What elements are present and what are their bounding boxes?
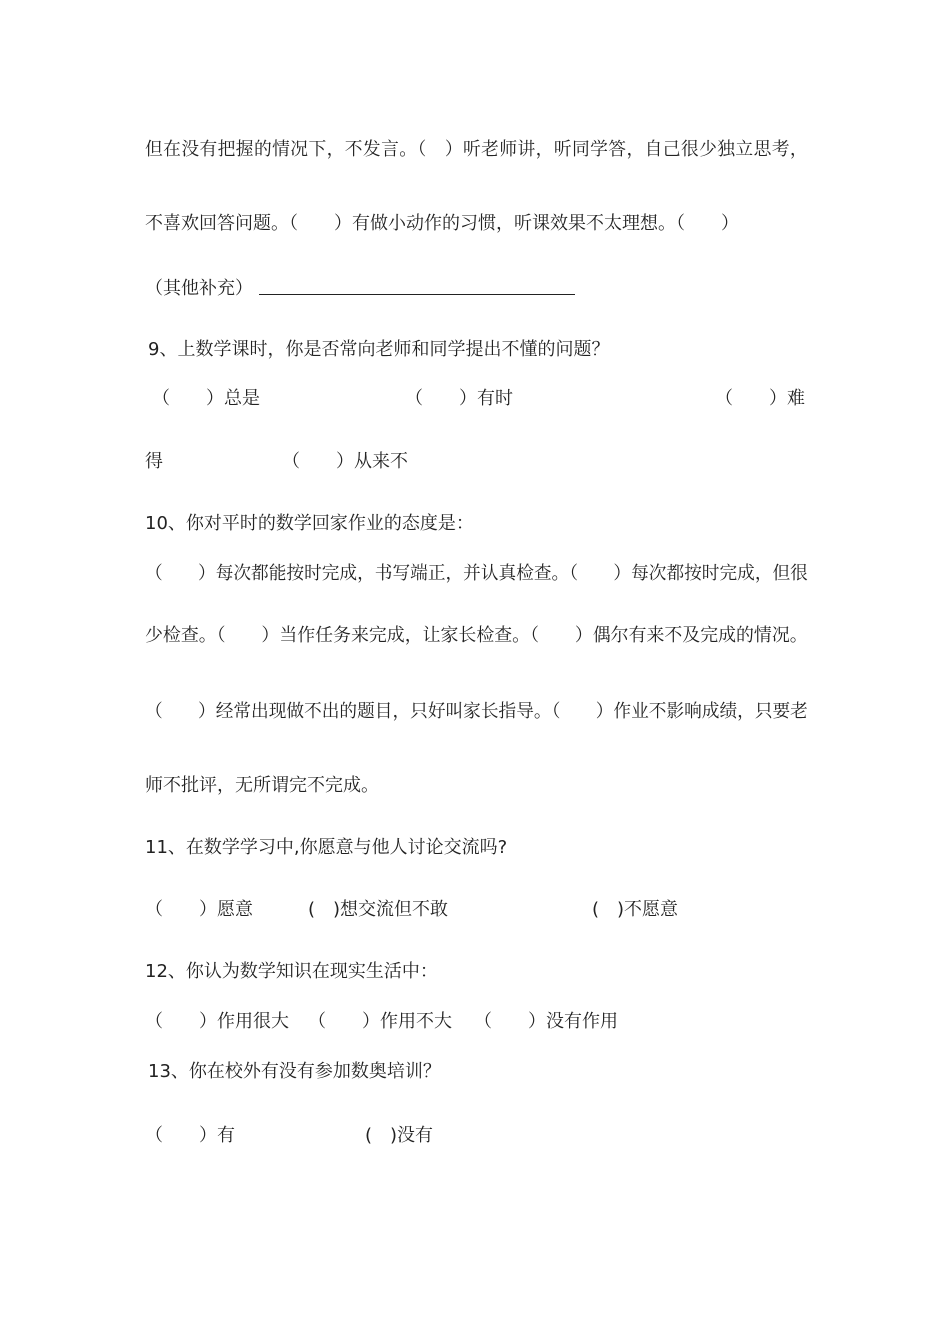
q9-option-sometimes: （ ）有时 bbox=[405, 388, 513, 409]
q10-line-1: （ ）每次都能按时完成，书写端正，并认真检查。（ ）每次都按时完成，但很 bbox=[145, 563, 808, 584]
q9-option-rarely-part1: （ ）难 bbox=[715, 388, 805, 409]
q10-title: 10、你对平时的数学回家作业的态度是： bbox=[145, 513, 474, 534]
q11-option-unwilling: ( )不愿意 bbox=[592, 899, 679, 920]
other-supplement-label: （其他补充） bbox=[145, 278, 253, 299]
q13-option-no: ( )没有 bbox=[365, 1125, 434, 1146]
q10-line-3: （ ）经常出现做不出的题目，只好叫家长指导。（ ）作业不影响成绩，只要老 bbox=[145, 701, 808, 722]
q13-option-yes: （ ）有 bbox=[145, 1125, 235, 1146]
continued-text-line-1: 但在没有把握的情况下，不发言。（ ）听老师讲，听同学答，自己很少独立思考， bbox=[145, 139, 809, 160]
q12-option-small: （ ）作用不大 bbox=[308, 1011, 452, 1032]
q9-option-rarely-part2: 得 bbox=[145, 451, 163, 472]
q13-title: 13、你在校外有没有参加数奥培训？ bbox=[148, 1061, 441, 1082]
q9-option-never: （ ）从来不 bbox=[282, 451, 408, 472]
q9-option-always: （ ）总是 bbox=[152, 388, 260, 409]
continued-text-line-2: 不喜欢回答问题。（ ）有做小动作的习惯，听课效果不太理想。（ ） bbox=[145, 213, 739, 234]
q12-option-none: （ ）没有作用 bbox=[474, 1011, 618, 1032]
q10-line-2: 少检查。（ ）当作任务来完成，让家长检查。（ ）偶尔有来不及完成的情况。 bbox=[145, 625, 808, 646]
other-supplement-line bbox=[145, 276, 575, 301]
q11-option-willing: （ ）愿意 bbox=[145, 899, 253, 920]
q12-title: 12、你认为数学知识在现实生活中： bbox=[145, 961, 438, 982]
q10-line-4: 师不批评，无所谓完不完成。 bbox=[145, 775, 379, 796]
q12-option-big: （ ）作用很大 bbox=[145, 1011, 289, 1032]
q11-option-afraid: ( )想交流但不敢 bbox=[308, 899, 449, 920]
fill-in-blank bbox=[259, 276, 575, 295]
q9-title: 9、上数学课时，你是否常向老师和同学提出不懂的问题？ bbox=[148, 339, 610, 360]
q11-title: 11、在数学学习中,你愿意与他人讨论交流吗? bbox=[145, 837, 508, 858]
